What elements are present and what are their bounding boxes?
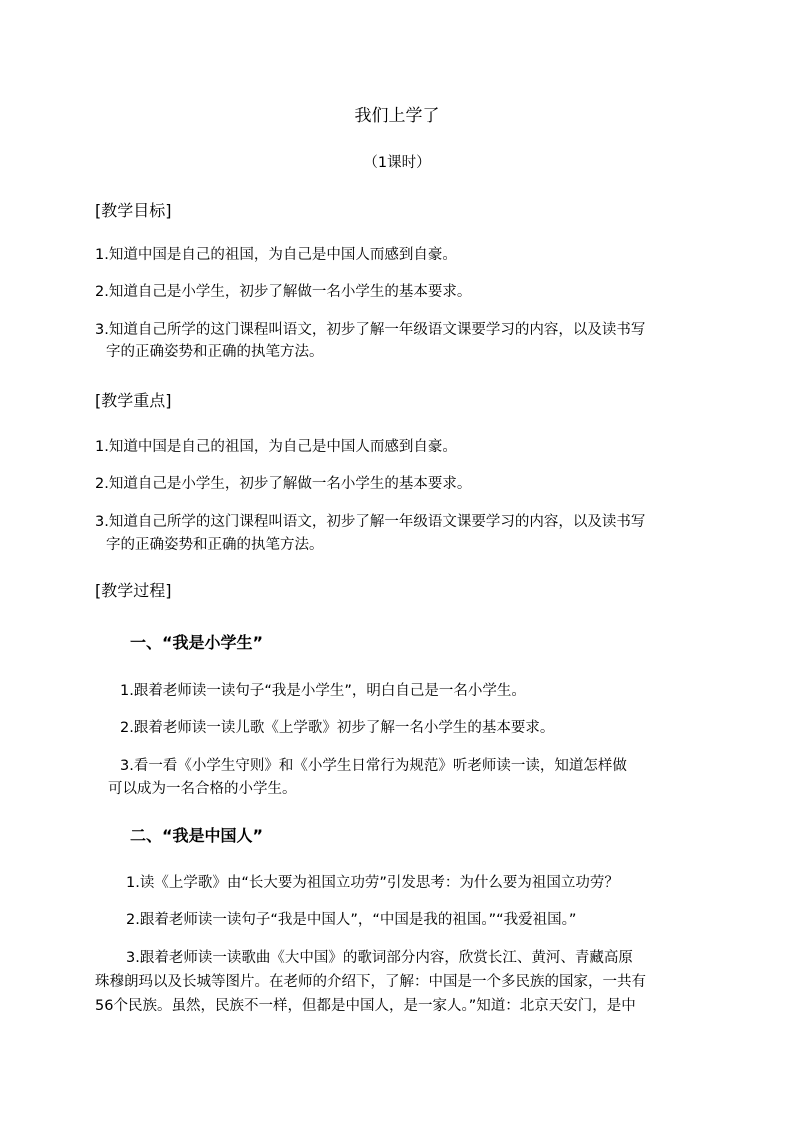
document-subtitle: （1课时）	[363, 155, 431, 171]
objective-item-cont: 字的正确姿势和正确的执笔方法。	[106, 344, 324, 360]
part1-item: 2.跟着老师读一读儿歌《上学歌》初步了解一名小学生的基本要求。	[120, 720, 555, 736]
part1-heading: 一、“我是小学生”	[130, 633, 264, 652]
part2-item-cont: 珠穆朗玛以及长城等图片。在老师的介绍下，了解：中国是一个多民族的国家，一共有	[95, 974, 646, 990]
part2-item-cont: 56个民族。虽然，民族不一样，但都是中国人，是一家人。”知道：北京天安门，是中	[95, 998, 636, 1014]
key-point-item: 2.知道自己是小学生，初步了解做一名小学生的基本要求。	[95, 476, 472, 492]
objective-item: 3.知道自己所学的这门课程叫语文，初步了解一年级语文课要学习的内容，以及读书写	[95, 322, 646, 338]
key-points-heading: [教学重点]	[95, 391, 172, 410]
objective-item: 2.知道自己是小学生，初步了解做一名小学生的基本要求。	[95, 284, 472, 300]
process-heading: [教学过程]	[95, 581, 172, 600]
part1-item-cont: 可以成为一名合格的小学生。	[108, 781, 297, 797]
part1-item: 3.看一看《小学生守则》和《小学生日常行为规范》听老师读一读，知道怎样做	[120, 758, 627, 774]
key-point-item: 3.知道自己所学的这门课程叫语文，初步了解一年级语文课要学习的内容，以及读书写	[95, 514, 646, 530]
part1-item: 1.跟着老师读一读句子“我是小学生”，明白自己是一名小学生。	[120, 683, 526, 699]
part2-item: 1.读《上学歌》由“长大要为祖国立功劳”引发思考：为什么要为祖国立功劳？	[126, 875, 619, 891]
key-point-item-cont: 字的正确姿势和正确的执笔方法。	[106, 537, 324, 553]
objectives-heading: [教学目标]	[95, 201, 172, 220]
part2-item: 3.跟着老师读一读歌曲《大中国》的歌词部分内容，欣赏长江、黄河、青藏高原	[126, 950, 633, 966]
part2-item: 2.跟着老师读一读句子“我是中国人”，“中国是我的祖国。”“我爱祖国。”	[126, 912, 577, 928]
document-title: 我们上学了	[354, 106, 440, 126]
key-point-item: 1.知道中国是自己的祖国，为自己是中国人而感到自豪。	[95, 439, 457, 455]
part2-heading: 二、“我是中国人”	[130, 826, 264, 845]
objective-item: 1.知道中国是自己的祖国，为自己是中国人而感到自豪。	[95, 247, 457, 263]
